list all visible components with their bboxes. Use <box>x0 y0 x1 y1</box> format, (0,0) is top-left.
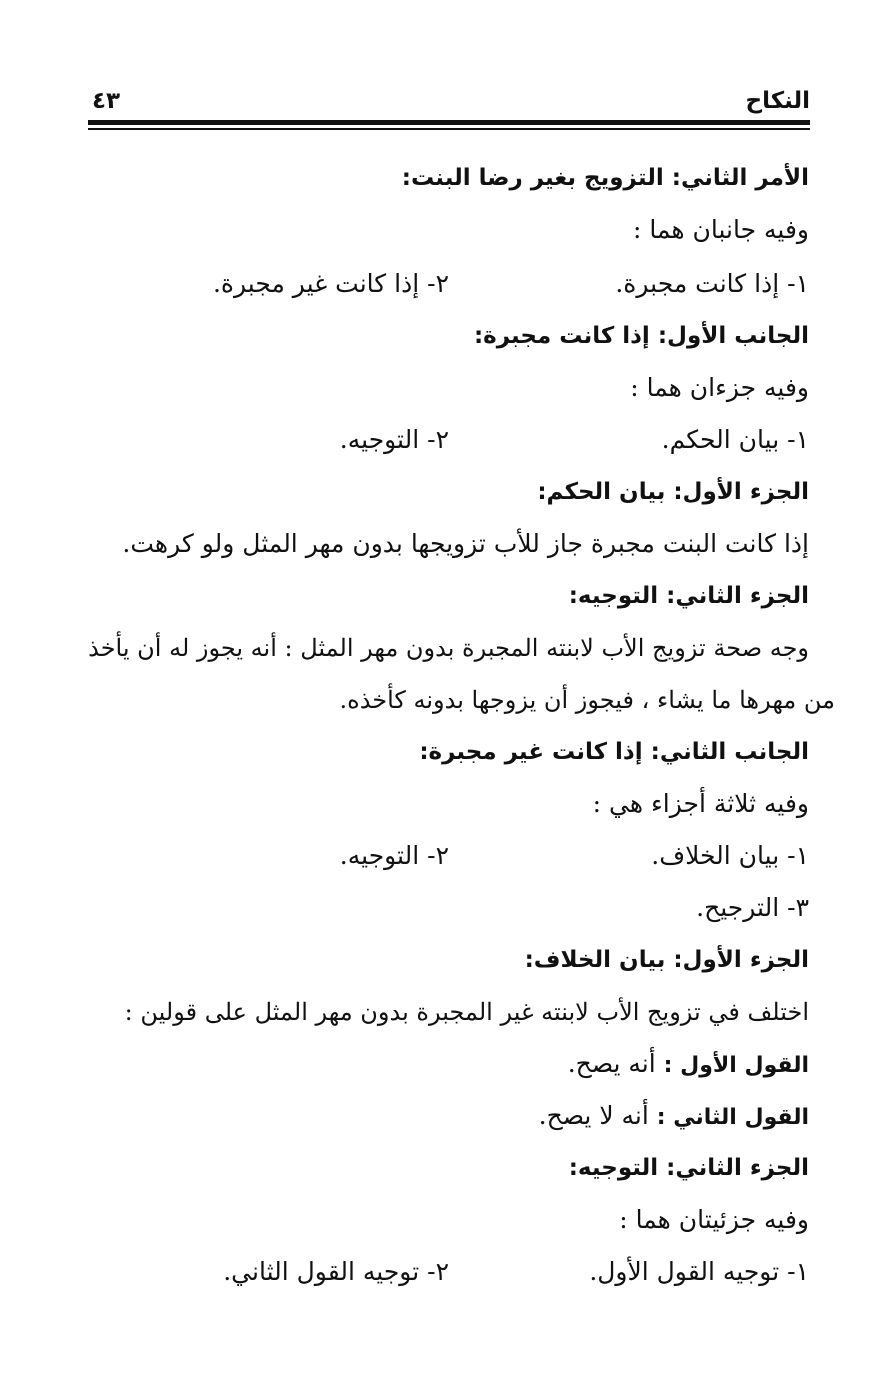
page-header <box>88 84 810 118</box>
list-item: ١- توجيه القول الأول. <box>589 1257 809 1286</box>
list-item: ١- إذا كانت مجبرة. <box>615 269 809 298</box>
text-line: وفيه جزئيتان هما : <box>619 1205 809 1234</box>
paragraph-line: وجه صحة تزويج الأب لابنته المجبرة بدون مهر المثل : أنه يجوز له أن يأخذ <box>88 634 809 662</box>
list-item: ٢- التوجيه. <box>339 841 449 870</box>
part-heading: الجزء الثاني: التوجيه: <box>568 583 809 609</box>
text-line: وفيه جانبان هما : <box>632 215 809 244</box>
opinion-line <box>568 1044 809 1086</box>
opinion-text: أنه لا يصح. <box>538 1101 649 1130</box>
paragraph-line: من مهرها ما يشاء ، فيجوز أن يزوجها بدونه كأخذه. <box>339 686 835 714</box>
subsection-heading: الجانب الأول: إذا كانت مجبرة: <box>473 323 809 349</box>
part-heading: الجزء الأول: بيان الخلاف: <box>524 947 809 973</box>
list-item: ٣- الترجيح. <box>696 893 809 922</box>
list-item: ١- بيان الحكم. <box>661 425 809 454</box>
opinion-label: القول الأول : <box>663 1053 809 1078</box>
text-line: وفيه جزءان هما : <box>630 373 809 402</box>
section-heading: الأمر الثاني: التزويج بغير رضا البنت: <box>401 165 809 191</box>
part-heading: الجزء الأول: بيان الحكم: <box>537 479 809 505</box>
part-heading: الجزء الثاني: التوجيه: <box>568 1155 809 1181</box>
list-item: ٢- توجيه القول الثاني. <box>223 1257 449 1286</box>
opinion-label: القول الثاني : <box>656 1105 809 1130</box>
running-title: النكاح <box>745 88 810 114</box>
paragraph-line: إذا كانت البنت مجبرة جاز للأب تزويجها بدون مهر المثل ولو كرهت. <box>122 529 809 558</box>
paragraph-line: اختلف في تزويج الأب لابنته غير المجبرة بدون مهر المثل على قولين : <box>124 998 809 1026</box>
text-line: وفيه ثلاثة أجزاء هي : <box>592 789 809 818</box>
opinion-text: أنه يصح. <box>567 1049 656 1078</box>
list-item: ٢- إذا كانت غير مجبرة. <box>212 269 449 298</box>
header-rule-thick <box>88 120 810 125</box>
list-item: ١- بيان الخلاف. <box>651 841 809 870</box>
opinion-line <box>539 1096 809 1138</box>
page-number: ٤٣ <box>92 88 121 114</box>
header-rule-thin <box>88 128 810 130</box>
list-item: ٢- التوجيه. <box>339 425 449 454</box>
subsection-heading: الجانب الثاني: إذا كانت غير مجبرة: <box>419 739 809 765</box>
